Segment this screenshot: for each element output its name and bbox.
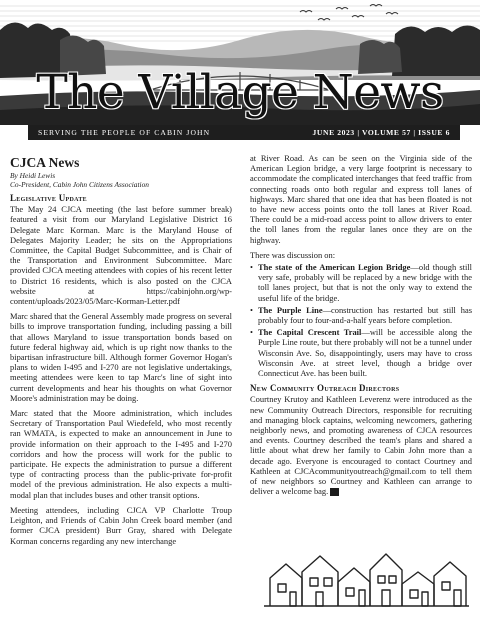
newsletter-title: The Village News bbox=[36, 65, 444, 120]
right-column bbox=[250, 153, 472, 502]
list-item bbox=[250, 327, 472, 378]
byline-role: Co-President, Cabin John Citizens Association bbox=[10, 180, 149, 189]
paragraph-2: Marc shared that the General Assembly made progress on several bills to improve transportation funding, including passing a bill that allows Maryland to issue transportation bonds based on future federal highway aid, which is up right now thanks to the bipartisan infrastructure bill. Although former Governor Hogan's plans to widen I-495 and I-270 are not legislative undertakings, meeting attendees were keen to tap Marc's line of sight into current developments and hear his thoughts on what Governor Moore's administration may be doing. bbox=[10, 311, 232, 403]
paragraph-6 bbox=[250, 394, 472, 496]
paragraph-1: The May 24 CJCA meeting (the last before summer break) featured a visit from our Maryland Legislative District 16 Delegate Marc Korman. Marc is the Maryland House of Delegates Majority Leader; he sits on the Appropriations Committee, the Capital Budget Subcommittee, and is Chair of the Transportation and Environment Subcommittee. Marc provided CJCA meeting attendees with copies of his recent letter to District 16 residents, which is also posted on the CJCA website at https://cabinjohn.org/wp-content/uploads/2023/05/Marc-Korman-Letter.pdf bbox=[10, 204, 232, 307]
discussion-list bbox=[250, 262, 472, 378]
bullet-text: —old though still very safe, probably will be replaced by a new bridge with the toll lanes project, but that is not the only way to extend the useful life of the bridge. bbox=[258, 262, 472, 303]
paragraph-3: Marc stated that the Moore administration, which includes Secretary of Transportation Paul Wiedefeld, who most recently ran WMATA, is expected to make an announcement in June to provide information on their approach to the I-495 and I-270 corridors and how the process will work for the public to participate. He expects the administration to pursue a different type of contracting process than the public-private for-profit model of the previous administration. He also expects a multi-modal plan that includes buses and other transit options. bbox=[10, 408, 232, 500]
paragraph-6-text: Courtney Krutoy and Kathleen Leverenz were introduced as the new Community Outreach Directors, responsible for recruiting and managing block captains, welcoming newcomers, gathering neighborly news, and promoting awareness of CJCA resources and events. Courtney described the team's plans and shared a little about what drew her family to Cabin John more than a decade ago. Everyone is encouraged to contact Courtney and Kathleen at CJCAcommunityoutreach@gmail.com to tell them of new neighbors so Courtney and Kathleen can arrange to deliver a welcome bag. bbox=[250, 394, 472, 497]
masthead bbox=[0, 0, 480, 145]
end-of-article-mark bbox=[330, 488, 339, 496]
bullet-text: —will be accessible along the Purple Line route, but there probably will not be a tunnel under Wisconsin Ave. So, disappointingly, users may have to cross Wisconsin Ave. at street level, though a bridge over Connecticut Ave. has been built. bbox=[258, 327, 472, 379]
issue-info: JUNE 2023 | VOLUME 57 | ISSUE 6 bbox=[312, 128, 450, 137]
masthead-banner bbox=[28, 125, 460, 140]
bullet-lead: The Capital Crescent Trail bbox=[258, 327, 362, 338]
section-heading-outreach: New Community Outreach Directors bbox=[250, 383, 400, 394]
section-heading-legislative: Legislative Update bbox=[10, 193, 87, 203]
list-item bbox=[250, 305, 472, 325]
discussion-intro: There was discussion on: bbox=[250, 249, 336, 260]
list-item bbox=[250, 262, 472, 303]
bullet-lead: The Purple Line bbox=[258, 304, 323, 315]
byline-author: By Heidi Lewis bbox=[10, 171, 56, 180]
left-column bbox=[10, 155, 232, 551]
paragraph-4: Meeting attendees, including CJCA VP Charlotte Troup Leighton, and Friends of Cabin John Creek board member (and former CJCA president) Burr Gray, shared with Delegate Korman concerns regarding any new interchange bbox=[10, 504, 232, 546]
houses-line-illustration bbox=[264, 542, 469, 610]
tagline: SERVING THE PEOPLE OF CABIN JOHN bbox=[38, 128, 211, 137]
bullet-lead: The state of the American Legion Bridge bbox=[258, 262, 411, 273]
bullet-text: —construction has restarted but still has probably four to four-and-a-half years before completion. bbox=[258, 304, 472, 326]
paragraph-5: at River Road. As can be seen on the Virginia side of the American Legion bridge, a very large footprint is necessary to accommodate the complicated interchanges that feed traffic from connecting roads onto both regular and express toll lanes of highways. Marc shared that one idea that has been floated is not to have new access points onto the toll lanes at River Road. There could be a mid-road access point to allow drivers to enter the toll lanes from the regular lanes once they are on the highway. bbox=[250, 153, 472, 245]
article-title: CJCA News bbox=[10, 155, 80, 170]
